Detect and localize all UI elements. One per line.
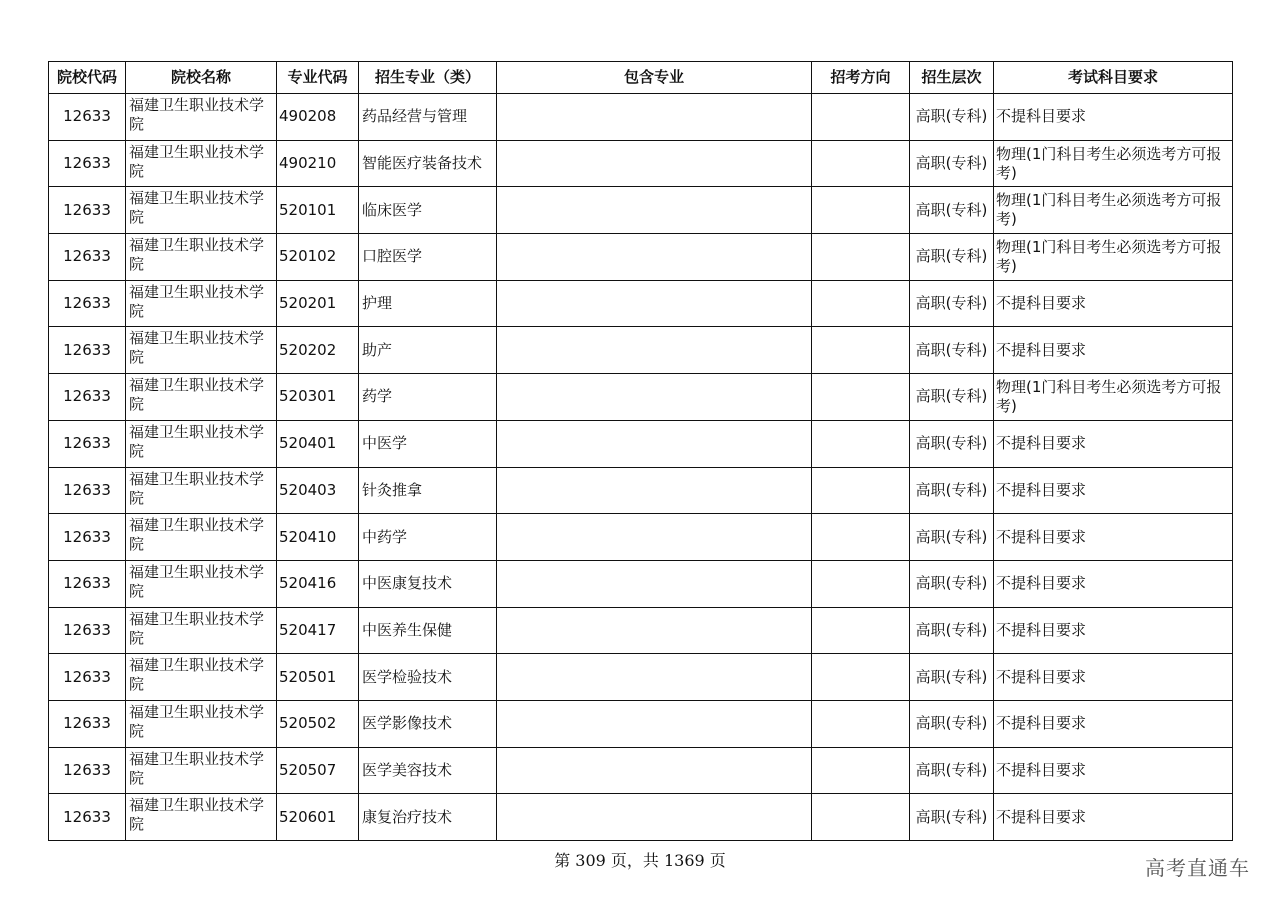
cell-level: 高职(专科) [910,607,994,654]
watermark-logo: 高考直通车 [1145,856,1250,880]
cell-subject-requirement: 物理(1门科目考生必须选考方可报考) [994,140,1233,187]
cell-direction [812,140,910,187]
cell-included-majors [497,140,812,187]
header-major-category: 招生专业（类） [359,62,497,94]
cell-subject-requirement: 不提科目要求 [994,700,1233,747]
cell-included-majors [497,700,812,747]
cell-included-majors [497,514,812,561]
table-row [49,140,1233,187]
table-row [49,467,1233,514]
cell-major-code: 520301 [277,374,359,421]
cell-major-category: 中药学 [359,514,497,561]
cell-subject-requirement: 不提科目要求 [994,467,1233,514]
cell-major-category: 助产 [359,327,497,374]
cell-major-code: 520102 [277,234,359,281]
cell-direction [812,560,910,607]
cell-major-category: 药学 [359,374,497,421]
cell-direction [812,700,910,747]
cell-school-code: 12633 [49,140,126,187]
table-row [49,700,1233,747]
cell-included-majors [497,234,812,281]
cell-direction [812,234,910,281]
table-row [49,327,1233,374]
cell-school-name: 福建卫生职业技术学院 [126,560,277,607]
cell-included-majors [497,794,812,841]
cell-school-name: 福建卫生职业技术学院 [126,747,277,794]
cell-subject-requirement: 不提科目要求 [994,280,1233,327]
cell-level: 高职(专科) [910,280,994,327]
cell-major-category: 智能医疗装备技术 [359,140,497,187]
cell-level: 高职(专科) [910,654,994,701]
table-row [49,560,1233,607]
cell-included-majors [497,560,812,607]
cell-school-code: 12633 [49,794,126,841]
cell-major-code: 520401 [277,420,359,467]
header-row [49,62,1233,94]
cell-level: 高职(专科) [910,187,994,234]
cell-subject-requirement: 不提科目要求 [994,420,1233,467]
table-row [49,514,1233,561]
cell-school-code: 12633 [49,560,126,607]
table-row [49,794,1233,841]
cell-school-name: 福建卫生职业技术学院 [126,280,277,327]
cell-major-category: 针灸推拿 [359,467,497,514]
table-row [49,280,1233,327]
cell-school-code: 12633 [49,514,126,561]
cell-level: 高职(专科) [910,514,994,561]
cell-direction [812,327,910,374]
cell-subject-requirement: 不提科目要求 [994,327,1233,374]
table-row [49,374,1233,421]
cell-school-code: 12633 [49,187,126,234]
header-included-majors: 包含专业 [497,62,812,94]
cell-school-code: 12633 [49,234,126,281]
cell-major-code: 520501 [277,654,359,701]
cell-subject-requirement: 物理(1门科目考生必须选考方可报考) [994,374,1233,421]
cell-major-code: 520601 [277,794,359,841]
cell-school-name: 福建卫生职业技术学院 [126,94,277,141]
cell-level: 高职(专科) [910,747,994,794]
cell-direction [812,607,910,654]
cell-included-majors [497,420,812,467]
cell-direction [812,187,910,234]
cell-school-code: 12633 [49,654,126,701]
table-row [49,187,1233,234]
cell-school-name: 福建卫生职业技术学院 [126,654,277,701]
cell-major-category: 药品经营与管理 [359,94,497,141]
cell-direction [812,374,910,421]
cell-level: 高职(专科) [910,700,994,747]
cell-school-name: 福建卫生职业技术学院 [126,420,277,467]
cell-subject-requirement: 不提科目要求 [994,514,1233,561]
cell-direction [812,94,910,141]
cell-major-category: 康复治疗技术 [359,794,497,841]
cell-major-category: 中医康复技术 [359,560,497,607]
cell-subject-requirement: 不提科目要求 [994,747,1233,794]
cell-direction [812,654,910,701]
cell-subject-requirement: 不提科目要求 [994,607,1233,654]
cell-subject-requirement: 不提科目要求 [994,794,1233,841]
cell-included-majors [497,327,812,374]
cell-direction [812,747,910,794]
table-row [49,654,1233,701]
cell-level: 高职(专科) [910,327,994,374]
cell-school-code: 12633 [49,280,126,327]
cell-major-category: 医学检验技术 [359,654,497,701]
page-number: 第 309 页，共 1369 页 [554,851,726,870]
cell-school-name: 福建卫生职业技术学院 [126,374,277,421]
cell-subject-requirement: 不提科目要求 [994,560,1233,607]
cell-school-code: 12633 [49,607,126,654]
cell-subject-requirement: 物理(1门科目考生必须选考方可报考) [994,234,1233,281]
cell-included-majors [497,607,812,654]
cell-major-code: 490208 [277,94,359,141]
header-school-name: 院校名称 [126,62,277,94]
cell-direction [812,794,910,841]
header-direction: 招考方向 [812,62,910,94]
cell-direction [812,467,910,514]
cell-level: 高职(专科) [910,794,994,841]
cell-school-name: 福建卫生职业技术学院 [126,187,277,234]
cell-subject-requirement: 不提科目要求 [994,94,1233,141]
cell-major-category: 医学影像技术 [359,700,497,747]
cell-level: 高职(专科) [910,234,994,281]
cell-school-code: 12633 [49,327,126,374]
cell-included-majors [497,467,812,514]
cell-major-code: 520410 [277,514,359,561]
table-row [49,234,1233,281]
cell-major-code: 520502 [277,700,359,747]
table-row [49,94,1233,141]
cell-level: 高职(专科) [910,140,994,187]
cell-school-code: 12633 [49,420,126,467]
table-row [49,420,1233,467]
cell-included-majors [497,94,812,141]
table-row [49,607,1233,654]
header-subject-requirement: 考试科目要求 [994,62,1233,94]
header-level: 招生层次 [910,62,994,94]
cell-major-category: 护理 [359,280,497,327]
cell-school-name: 福建卫生职业技术学院 [126,467,277,514]
cell-major-category: 中医学 [359,420,497,467]
cell-major-category: 口腔医学 [359,234,497,281]
cell-school-name: 福建卫生职业技术学院 [126,327,277,374]
cell-subject-requirement: 不提科目要求 [994,654,1233,701]
cell-major-category: 医学美容技术 [359,747,497,794]
header-school-code: 院校代码 [49,62,126,94]
cell-level: 高职(专科) [910,467,994,514]
table-row [49,747,1233,794]
cell-major-code: 520403 [277,467,359,514]
cell-school-code: 12633 [49,374,126,421]
cell-school-name: 福建卫生职业技术学院 [126,140,277,187]
cell-major-code: 520201 [277,280,359,327]
cell-subject-requirement: 物理(1门科目考生必须选考方可报考) [994,187,1233,234]
cell-major-code: 520202 [277,327,359,374]
cell-level: 高职(专科) [910,374,994,421]
cell-major-category: 中医养生保健 [359,607,497,654]
cell-major-code: 490210 [277,140,359,187]
cell-level: 高职(专科) [910,560,994,607]
cell-major-code: 520417 [277,607,359,654]
cell-school-name: 福建卫生职业技术学院 [126,794,277,841]
cell-school-name: 福建卫生职业技术学院 [126,514,277,561]
cell-included-majors [497,747,812,794]
cell-major-category: 临床医学 [359,187,497,234]
cell-level: 高职(专科) [910,420,994,467]
cell-school-code: 12633 [49,94,126,141]
cell-included-majors [497,654,812,701]
cell-school-code: 12633 [49,700,126,747]
cell-included-majors [497,280,812,327]
cell-level: 高职(专科) [910,94,994,141]
cell-school-name: 福建卫生职业技术学院 [126,234,277,281]
cell-direction [812,280,910,327]
cell-school-name: 福建卫生职业技术学院 [126,700,277,747]
cell-included-majors [497,374,812,421]
cell-included-majors [497,187,812,234]
header-major-code: 专业代码 [277,62,359,94]
cell-school-code: 12633 [49,747,126,794]
cell-major-code: 520507 [277,747,359,794]
cell-school-name: 福建卫生职业技术学院 [126,607,277,654]
cell-major-code: 520101 [277,187,359,234]
cell-direction [812,420,910,467]
enrollment-table [48,61,1233,841]
cell-school-code: 12633 [49,467,126,514]
cell-direction [812,514,910,561]
cell-major-code: 520416 [277,560,359,607]
